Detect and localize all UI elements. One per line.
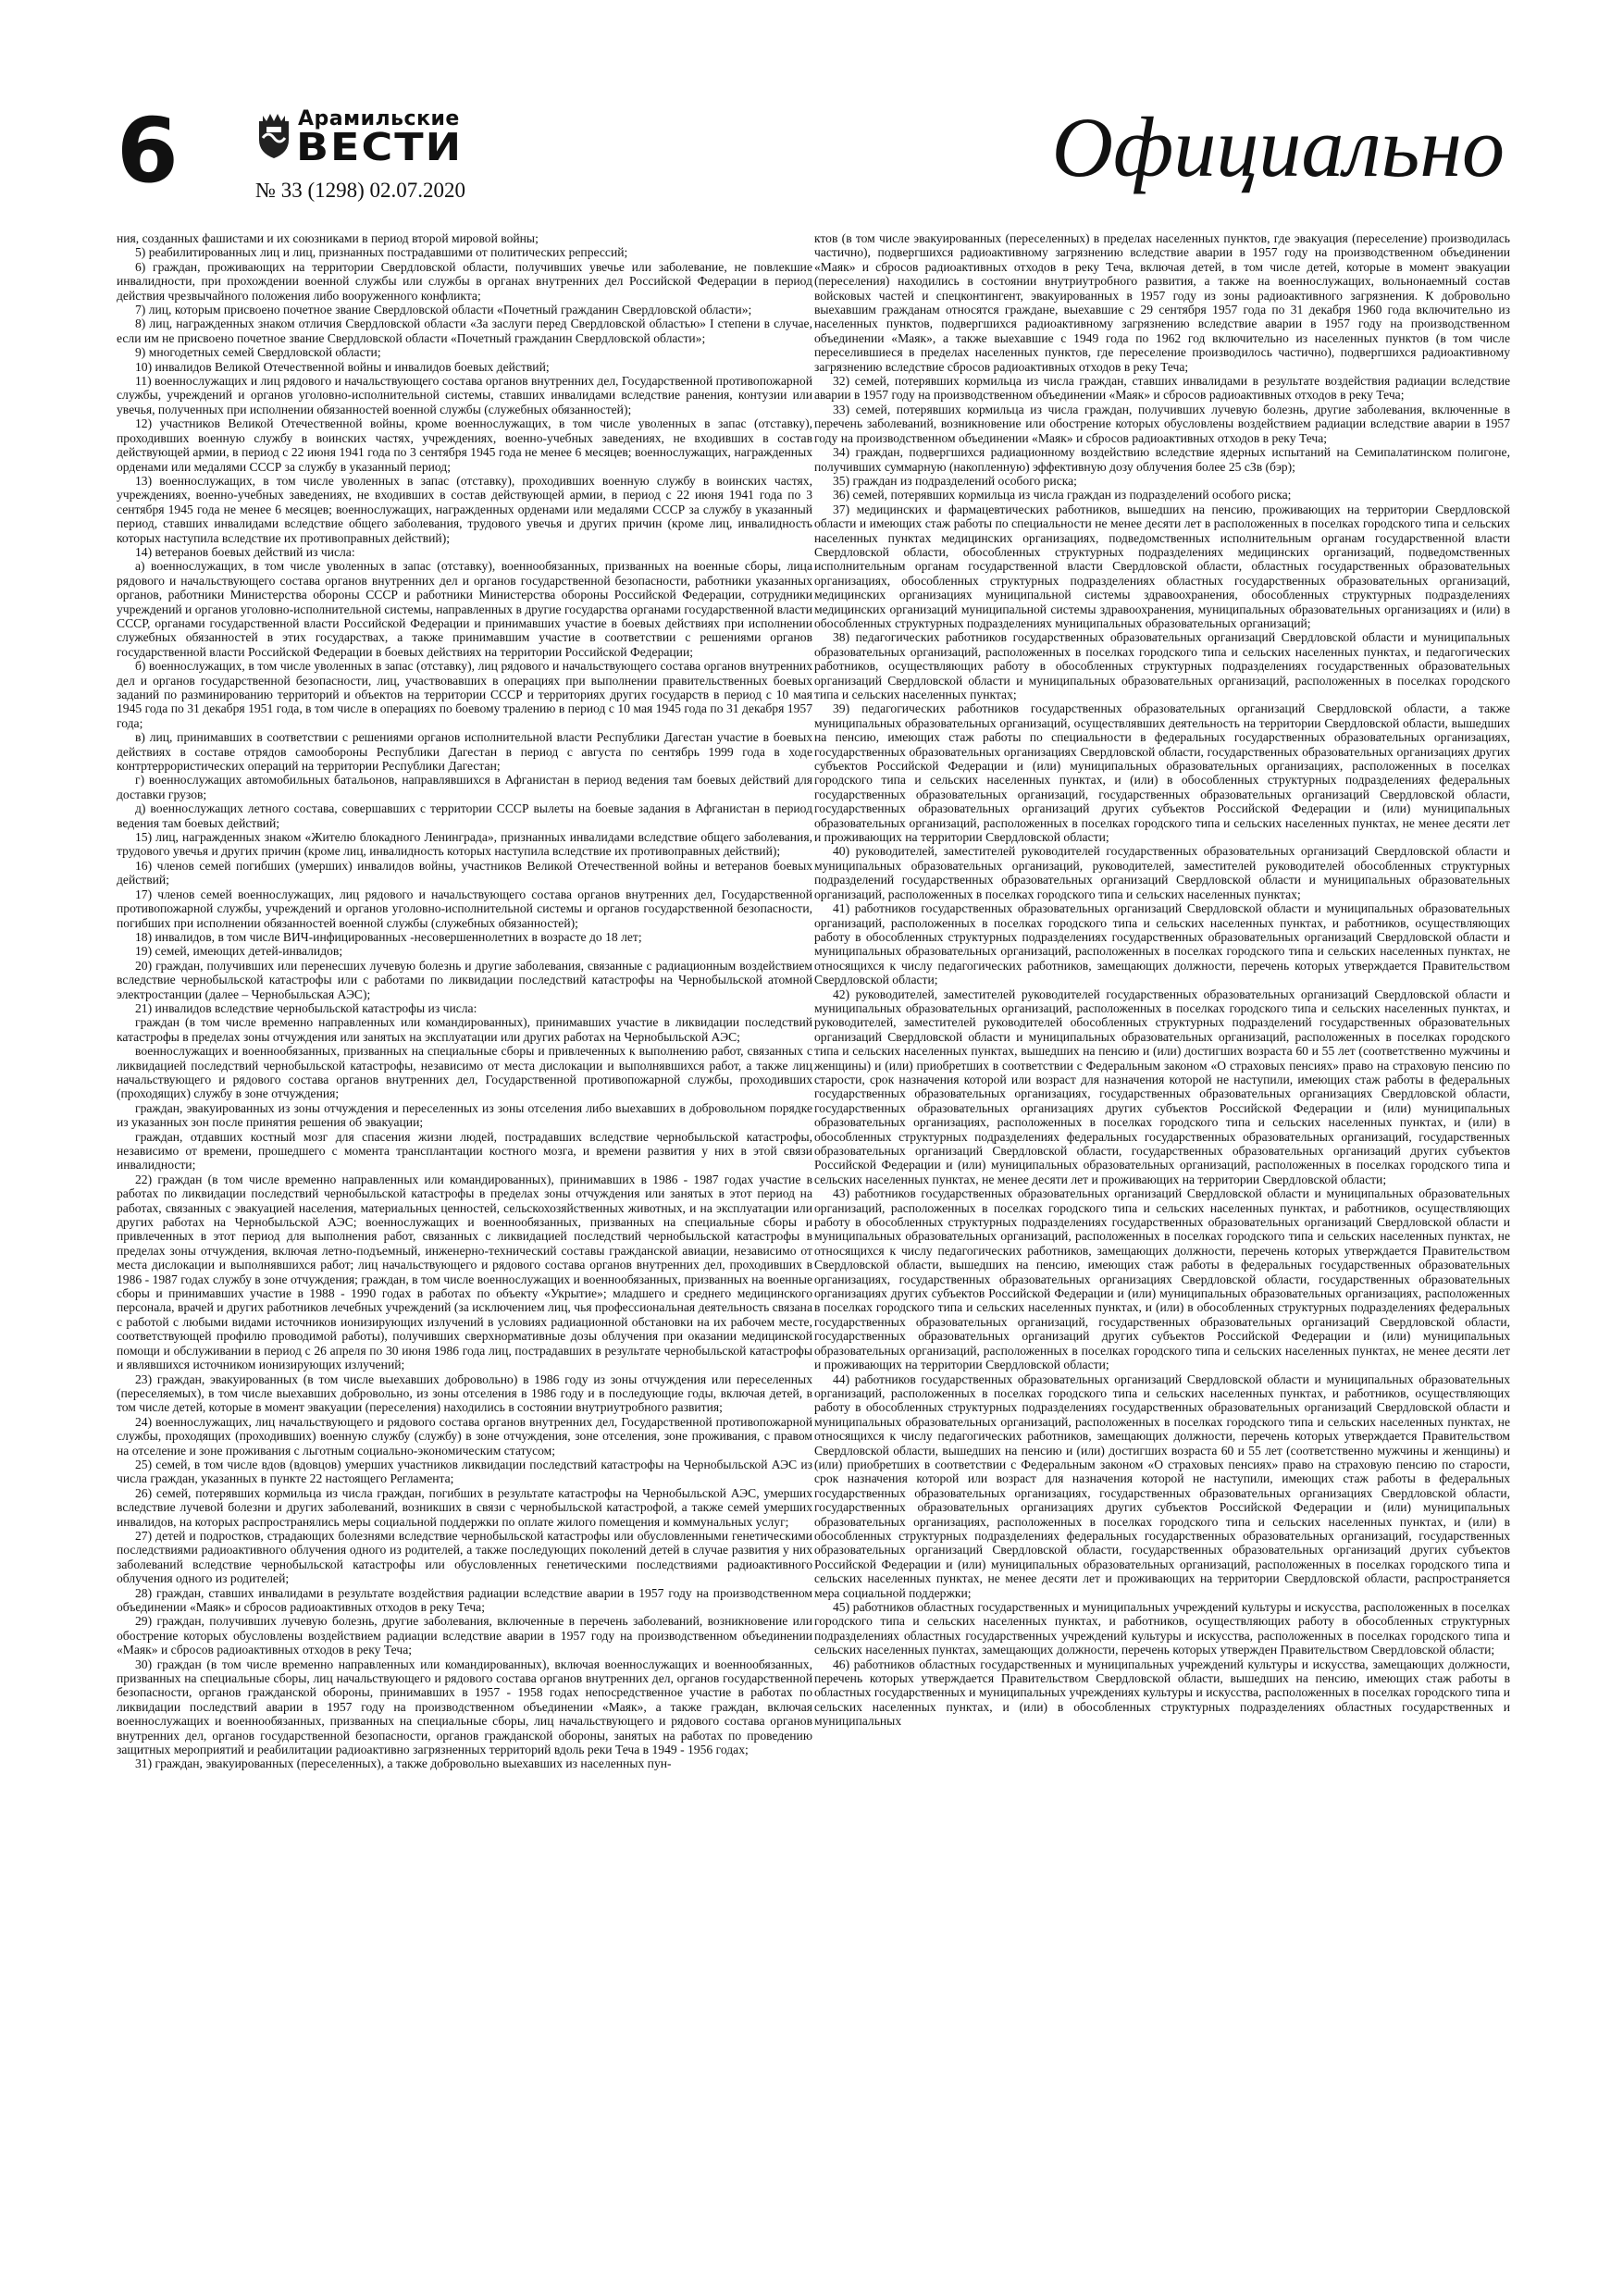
logo-title-top: Арамильские [298,107,460,130]
paragraph: 33) семей, потерявших кормильца из числа граждан, получивших лучевую болезнь, другие заболевания, включенные в перечень заболеваний, возникновение или обострение которых обусловлены воздействием радиации вследствие аварии в 1957 году на производственном объединении «Маяк» и сбросов радиоактивных отходов в реку Теча; [814,402,1510,445]
paragraph: 9) многодетных семей Свердловской области; [135,345,381,360]
paragraph: граждан (в том числе временно направленных или командированных), принимавших участие в ликвидации последствий катастрофы в пределах зоны отчуждения или занятых на эксплуатации или других работах на Чернобыльской АЭС; [117,1015,812,1044]
paragraph: 26) семей, потерявших кормильца из числа граждан, погибших в результате катастрофы на Чернобыльской АЭС, умерших вследствие лучевой болезни и других заболеваний, возникших в связи с чернобыльской катастрофой, а также семей умерших инвалидов, на которых распространялись меры социальной поддержки по оплате жилого помещения и коммунальных услуг; [117,1485,812,1529]
paragraph: д) военнослужащих летного состава, совершавших с территории СССР вылеты на боевые задания в Афганистан в период ведения там боевых действий; [117,801,812,830]
paragraph: 15) лиц, награжденных знаком «Жителю блокадного Ленинграда», признанных инвалидами вследствие общего заболевания, трудового увечья и других причин (кроме лиц, инвалидность которых наступила вследствие их противоправных действий); [117,830,812,859]
paragraph: 28) граждан, ставших инвалидами в результате воздействия радиации вследствие аварии в 1957 году на производственном объединении «Маяк» и сбросов радиоактивных отходов в реку Теча; [117,1585,812,1614]
paragraph: 32) семей, потерявших кормильца из числа граждан, ставших инвалидами в результате воздействия радиации вследствие аварии в 1957 году на производственном объединении «Маяк» и сбросов радиоактивных отходов в реку Теча; [814,374,1510,403]
section-title: Официально [1051,100,1505,194]
crest-icon [255,112,292,160]
paragraph: 31) граждан, эвакуированных (переселенных), а также добровольно выехавших из населенных пун- [135,1756,672,1771]
page-number: 6 [117,99,179,203]
paragraph: 29) граждан, получивших лучевую болезнь, другие заболевания, включенные в перечень заболеваний, возникновение или обострение которых обусловлены воздействием радиации вследствие аварии в 1957 году на производственном объединении «Маяк» и сбросов радиоактивных отходов в реку Теча; [117,1614,812,1657]
paragraph: 17) членов семей военнослужащих, лиц рядового и начальствующего состава органов внутренних дел, Государственной противопожарной службы, учреждений и органов уголовно-исполнительной системы и органов государственной безопасности, погибших при исполнении обязанностей военной службы (служебных обязанностей); [117,887,812,930]
paragraph: 36) семей, потерявших кормильца из числа граждан из подразделений особого риска; [833,488,1292,503]
paragraph: 30) граждан (в том числе временно направленных или командированных), включая военнослужащих и военнообязанных, призванных на специальные сборы, лиц начальствующего и рядового состава органов внутренних дел, органов государственной безопасности, органов гражданской обороны, принимавших в 1957 - 1958 годах непосредственное участие в работах по ликвидации последствий аварии в 1957 году на производственном объединении «Маяк», а также граждан, включая военнослужащих и военнообязанных, призванных на специальные сборы, лиц начальствующего и рядового состава органов внутренних дел, органов государственной безопасности, органов гражданской обороны, занятых на работах по проведению защитных мероприятий и реабилитации радиоактивно загрязненных территорий вдоль реки Теча в 1949 - 1956 годах; [117,1657,812,1757]
paragraph: 10) инвалидов Великой Отечественной войны и инвалидов боевых действий; [135,359,550,374]
paragraph: 37) медицинских и фармацевтических работников, вышедших на пенсию, проживающих на территории Свердловской области и имеющих стаж работы по специальности не менее десяти лет в расположенных в поселках городского типа и сельских населенных пунктах медицинских организациях, подведомственных исполнительным органам государственной власти Свердловской области, обособленных структурных подразделениях медицинских организаций, подведомственных исполнительным органам государственной власти Свердловской области, областных государственных образовательных организациях, обособленных структурных подразделениях областных государственных образовательных организаций, медицинских организациях муниципальной системы здравоохранения, обособленных структурных подразделениях медицинских организаций муниципальной системы здравоохранения, муниципальных образовательных организациях и (или) в обособленных структурных подразделениях муниципальных образовательных организаций; [814,502,1510,630]
logo-title-main: ВЕСТИ [296,124,464,169]
paragraph: 6) граждан, проживающих на территории Свердловской области, получивших увечье или заболевание, не повлекшие инвалидности, при прохождении военной службы или службы в органах внутренних дел Российской Федерации в период действия чрезвычайного положения либо вооруженного конфликта; [117,259,812,303]
paragraph: 25) семей, в том числе вдов (вдовцов) умерших участников ликвидации последствий катастрофы на Чернобыльской АЭС из числа граждан, указанных в пункте 22 настоящего Регламента; [117,1457,812,1486]
paragraph: 40) руководителей, заместителей руководителей государственных образовательных организаций Свердловской области и муниципальных образовательных организаций, руководителей, заместителей руководителей обособленных структурных подразделений государственных образовательных организаций Свердловской области и муниципальных образовательных организаций, расположенных в поселках городского типа и сельских населенных пунктах; [814,844,1510,901]
paragraph: 45) работников областных государственных и муниципальных учреждений культуры и искусства, расположенных в поселках городского типа и сельских населенных пунктах, и работников, осуществляющих работу в обособленных структурных подразделениях областных государственных учреждений культуры и искусства, расположенных в поселках городского типа и сельских населенных пунктах, замещающих должности, перечень которых утвержден Правительством Свердловской области; [814,1600,1510,1657]
paragraph: 21) инвалидов вследствие чернобыльской катастрофы из числа: [135,1000,477,1015]
paragraph: 16) членов семей погибших (умерших) инвалидов войны, участников Великой Отечественной войны и ветеранов боевых действий; [117,858,812,887]
paragraph: 5) реабилитированных лиц и лиц, признанных пострадавшими от политических репрессий; [135,245,628,260]
paragraph: 11) военнослужащих и лиц рядового и начальствующего состава органов внутренних дел, Государственной противопожарной службы, учреждений и органов уголовно-исполнительной системы, ставших инвалидами вследствие ранения, контузии или увечья, полученных при исполнении обязанностей военной службы (служебных обязанностей); [117,374,812,416]
left-column [117,231,812,1771]
paragraph: б) военнослужащих, в том числе уволенных в запас (отставку), лиц рядового и начальствующего состава органов внутренних дел и органов государственной безопасности, лиц, участвовавших в операциях при выполнении правительственных боевых заданий по разминированию территорий и объектов на территории СССР и территориях других государств в период с 10 мая 1945 года по 31 декабря 1951 года, в том числе в операциях по боевому тралению в период с 10 мая 1945 года по 31 декабря 1957 года; [117,659,812,730]
paragraph: 43) работников государственных образовательных организаций Свердловской области и муниципальных образовательных организаций, расположенных в поселках городского типа и сельских населенных пунктах, и работников, осуществляющих работу в обособленных структурных подразделениях государственных образовательных организаций Свердловской области и муниципальных образовательных организаций, расположенных в поселках городского типа и сельских населенных пунктах, не относящихся к числу педагогических работников, замещающих должности, перечень которых утверждается Правительством Свердловской области, вышедших на пенсию, имеющих стаж работы в федеральных государственных образовательных организациях, государственных образовательных организациях Свердловской области, государственных образовательных организациях других субъектов Российской Федерации и (или) муниципальных образовательных организациях, расположенных в поселках городского типа и сельских населенных пунктах, и (или) в обособленных структурных подразделениях федеральных государственных образовательных организаций, государственных образовательных организаций Свердловской области, государственных образовательных организаций других субъектов Российской Федерации и (или) муниципальных образовательных организаций, расположенных в поселках городского типа и сельских населенных пунктах, не менее десяти лет и проживающих на территории Свердловской области; [814,1186,1510,1372]
paragraph: 12) участников Великой Отечественной войны, кроме военнослужащих, в том числе уволенных в запас (отставку), проходивших военную службу в воинских частях, учреждениях, военно-учебных заведениях, не входивших в состав действующей армии, в период с 22 июня 1941 года по 3 сентября 1945 года не менее 6 месяцев; военнослужащих, награжденных орденами или медалями СССР за службу в указанный период; [117,416,812,474]
paragraph: 22) граждан (в том числе временно направленных или командированных), принимавших в 1986 - 1987 годах участие в работах по ликвидации последствий чернобыльской катастрофы в пределах зоны отчуждения или занятых в этот период на работах, связанных с эвакуацией населения, материальных ценностей, сельскохозяйственных животных, и на эксплуатации или других работах на Чернобыльской АЭС; военнослужащих и военнообязанных, призванных на специальные сборы и привлеченных в этот период для выполнения работ, связанных с ликвидацией последствий чернобыльской катастрофы в пределах зоны отчуждения, включая летно-подъемный, инженерно-технический составы гражданской авиации, независимо от места дислокации и выполнявшихся работ; лиц начальствующего и рядового состава органов внутренних дел, проходивших в 1986 - 1987 годах службу в зоне отчуждения; граждан, в том числе военнослужащих и военнообязанных, призванных на военные сборы и принимавших участие в 1988 - 1990 годах в работах по объекту «Укрытие»; младшего и среднего медицинского персонала, врачей и других работников лечебных учреждений (за исключением лиц, чья профессиональная деятельность связана с работой с любыми видами источников ионизирующих излучений в условиях радиационной обстановки на их рабочем месте, соответствующей профилю проводимой работы), получивших сверхнормативные дозы облучения при оказании медицинской помощи и обслуживании в период с 26 апреля по 30 июня 1986 года лиц, пострадавших в результате чернобыльской катастрофы и являвшихся источником ионизирующих излучений; [117,1172,812,1372]
paragraph: 24) военнослужащих, лиц начальствующего и рядового состава органов внутренних дел, Государственной противопожарной службы, проходящих (проходивших) военную службу (службу) в зоне отчуждения, зоне отселения, зоне проживания, с правом на отселение и зоне проживания с льготным социально-экономическим статусом; [117,1414,812,1458]
newspaper-logo [255,106,477,190]
paragraph: 38) педагогических работников государственных образовательных организаций Свердловской области и муниципальных образовательных организаций, расположенных в поселках городского типа и сельских населенных пунктах, и педагогических работников, осуществляющих работу в обособленных структурных подразделениях государственных образовательных организаций Свердловской области и муниципальных образовательных организаций, расположенных в поселках городского типа и сельских населенных пунктах; [814,630,1510,701]
page-header [117,97,1505,208]
paragraph: 27) детей и подростков, страдающих болезнями вследствие чернобыльской катастрофы или обусловленными генетическими последствиями радиоактивного облучения одного из родителей, а также последующих поколений детей в случае развития у них заболеваний вследствие чернобыльской катастрофы или обусловленных генетическими последствиями радиоактивного облучения одного из родителей; [117,1528,812,1586]
paragraph: 19) семей, имеющих детей-инвалидов; [135,944,343,959]
paragraph: 35) граждан из подразделений особого риска; [833,473,1077,488]
paragraph: в) лиц, принимавших в соответствии с решениями органов исполнительной власти Республики Дагестан участие в боевых действиях в составе отрядов самообороны Республики Дагестан в период с августа по сентябрь 1999 года в ходе контртеррористических операций на территории Республики Дагестан; [117,730,812,774]
paragraph: ктов (в том числе эвакуированных (переселенных) в пределах населенных пунктов, где эвакуация (переселение) производилась частично), подвергшихся радиоактивному загрязнению вследствие аварии в 1957 году на производственном объединении «Маяк» и сбросов радиоактивных отходов в реку Теча, включая детей, в том числе детей, которые в момент эвакуации (переселения) находились в состоянии внутриутробного развития, а также на военнослужащих, вольнонаемный состав войсковых частей и спецконтингент, эвакуированных в 1957 году из зоны радиоактивного загрязнения. К добровольно выехавшим гражданам относятся граждане, выехавшие с 29 сентября 1957 года по 31 декабря 1960 года включительно из населенных пунктов, подвергшихся радиоактивному загрязнению вследствие аварии в 1957 году на производственном объединении «Маяк», а также выехавшие с 1949 года по 1962 год включительно из населенных пунктов (в том числе переселившиеся в пределах населенных пунктов, где переселение производилось частично), подвергшихся радиоактивному загрязнению вследствие сбросов радиоактивных отходов в реку Теча; [814,231,1510,374]
paragraph: 13) военнослужащих, в том числе уволенных в запас (отставку), проходивших военную службу в воинских частях, учреждениях, военно-учебных заведениях, не входивших в состав действующей армии, в период с 22 июня 1941 года по 3 сентября 1945 года не менее 6 месяцев; военнослужащих, награжденных орденами или медалями СССР за службу в указанный период, ставших инвалидами вследствие общего заболевания, трудового увечья и других причин (кроме лиц, инвалидность которых наступила вследствие их противоправных действий); [117,473,812,545]
paragraph: 34) граждан, подвергшихся радиационному воздействию вследствие ядерных испытаний на Семипалатинском полигоне, получивших суммарную (накопленную) эффективную дозу облучения более 25 сЗв (бэр); [814,445,1510,474]
paragraph: 44) работников государственных образовательных организаций Свердловской области и муниципальных образовательных организаций, расположенных в поселках городского типа и сельских населенных пунктах, и работников, осуществляющих работу в обособленных структурных подразделениях государственных образовательных организаций Свердловской области и муниципальных образовательных организаций, расположенных в поселках городского типа и сельских населенных пунктах, не относящихся к числу педагогических работников, замещающих должности, перечень которых утверждается Правительством Свердловской области, вышедших на пенсию и (или) достигших возраста 60 и 55 лет (соответственно мужчины и женщины) и (или) приобретших в соответствии с Федеральным законом «О страховых пенсиях» право на страховую пенсию по старости, срок назначения которой или возраст для назначения которой не наступили, имеющих стаж работы в федеральных государственных образовательных организациях, государственных образовательных организациях Свердловской области, государственных образовательных организациях других субъектов Российской Федерации и (или) муниципальных образовательных организациях, расположенных в поселках городского типа и сельских населенных пунктах, и (или) в обособленных структурных подразделениях федеральных государственных образовательных организаций, государственных образовательных организаций Свердловской области, государственных образовательных организаций других субъектов Российской Федерации и (или) муниципальных образовательных организаций, расположенных в поселках городского типа и сельских населенных пунктах, не менее десяти лет и проживающих на территории Свердловской области, распространяется мера социальной поддержки; [814,1371,1510,1600]
paragraph: а) военнослужащих, в том числе уволенных в запас (отставку), военнообязанных, призванных на военные сборы, лица рядового и начальствующего состава органов внутренних дел и органов государственной безопасности, работники указанных органов, работники Министерства обороны СССР и работники Министерства обороны Российской Федерации, сотрудники учреждений и органов уголовно-исполнительной системы, направленных в другие государства органами государственной власти СССР, органами государственной власти Российской Федерации и принимавших участие в боевых действиях при исполнении служебных обязанностей в этих государствах, а также принимавшим участие в соответствии с решениями органов государственной власти Российской Федерации в боевых действиях на территории Российской Федерации; [117,559,812,659]
paragraph: 7) лиц, которым присвоено почетное звание Свердловской области «Почетный гражданин Свердловской области»; [135,303,752,317]
paragraph: 14) ветеранов боевых действий из числа: [135,544,355,559]
right-column [814,231,1510,1729]
paragraph: 8) лиц, награжденных знаком отличия Свердловской области «За заслуги перед Свердловской областью» I степени в случае, если им не присвоено почетное звание Свердловской области «Почетный гражданин Свердловской области»; [117,316,812,345]
paragraph: 39) педагогических работников государственных образовательных организаций Свердловской области, а также муниципальных образовательных организаций, осуществлявших деятельность на территории Свердловской области, вышедших на пенсию, имеющих стаж работы по специальности в федеральных государственных образовательных организациях, государственных образовательных организациях Свердловской области, государственных образовательных организациях других субъектов Российской Федерации и (или) муниципальных образовательных организациях, расположенных в поселках городского типа и сельских населенных пунктах, и (или) в обособленных структурных подразделениях федеральных государственных образовательных организаций, государственных образовательных организаций Свердловской области, государственных образовательных организаций других субъектов Российской Федерации и (или) муниципальных образовательных организаций, расположенных в поселках городского типа и сельских населенных пунктах, не менее десяти лет и проживающих на территории Свердловской области; [814,701,1510,845]
paragraph: военнослужащих и военнообязанных, призванных на специальные сборы и привлеченных к выполнению работ, связанных с ликвидацией последствий чернобыльской катастрофы, независимо от места дислокации и выполнявшихся работ, а также лиц начальствующего и рядового состава органов внутренних дел, Государственной противопожарной службы, проходивших (проходящих) службу в зоне отчуждения; [117,1044,812,1101]
paragraph: 42) руководителей, заместителей руководителей государственных образовательных организаций Свердловской области и муниципальных образовательных организаций, расположенных в поселках городского типа и сельских населенных пунктах, и руководителей, заместителей руководителей обособленных структурных подразделений государственных образовательных организаций Свердловской области и муниципальных образовательных организаций, расположенных в поселках городского типа и сельских населенных пунктах, вышедших на пенсию и (или) достигших возраста 60 и 55 лет (соответственно мужчины и женщины) и (или) приобретших в соответствии с Федеральным законом «О страховых пенсиях» право на страховую пенсию по старости, срок назначения которой или возраст для назначения которой не наступили, имеющих стаж работы в федеральных государственных образовательных организациях, государственных образовательных организациях Свердловской области, государственных образовательных организациях других субъектов Российской Федерации и (или) муниципальных образовательных организациях, расположенных в поселках городского типа и сельских населенных пунктах, и (или) в обособленных структурных подразделениях федеральных государственных образовательных организаций, государственных образовательных организаций Свердловской области, государственных образовательных организаций других субъектов Российской Федерации и (или) муниципальных образовательных организаций, расположенных в поселках городского типа и сельских населенных пунктах, не менее десяти лет и проживающих на территории Свердловской области; [814,987,1510,1186]
paragraph: 41) работников государственных образовательных организаций Свердловской области и муниципальных образовательных организаций, расположенных в поселках городского типа и сельских населенных пунктах, и работников, осуществляющих работу в обособленных структурных подразделениях государственных образовательных организаций Свердловской области и муниципальных образовательных организаций, расположенных в поселках городского типа и сельских населенных пунктах, не относящихся к числу педагогических работников, замещающих должности, перечень которых утверждается Правительством Свердловской области; [814,901,1510,987]
issue-info: № 33 (1298) 02.07.2020 [255,179,466,202]
paragraph: граждан, отдавших костный мозг для спасения жизни людей, пострадавших вследствие чернобыльской катастрофы, независимо от времени, прошедшего с момента трансплантации костного мозга, и времени развития у них в этой связи инвалидности; [117,1129,812,1173]
paragraph: граждан, эвакуированных из зоны отчуждения и переселенных из зоны отселения либо выехавших в добровольном порядке из указанных зон после принятия решения об эвакуации; [117,1100,812,1130]
paragraph: 23) граждан, эвакуированных (в том числе выехавших добровольно) в 1986 году из зоны отчуждения или переселенных (переселяемых), в том числе выехавших добровольно, из зоны отселения в 1986 году и в последующие годы, включая детей, в том числе детей, которые в момент эвакуации (переселения) находились в состоянии внутриутробного развития; [117,1371,812,1415]
paragraph: ния, созданных фашистами и их союзниками в период второй мировой войны; [117,231,539,245]
paragraph: 18) инвалидов, в том числе ВИЧ-инфицированных -несовершеннолетних в возрасте до 18 лет; [135,929,642,944]
paragraph: 46) работников областных государственных и муниципальных учреждений культуры и искусства, замещающих должности, перечень которых утверждается Правительством Свердловской области, вышедших на пенсию, имеющих стаж работы в областных государственных и муниципальных учреждениях культуры и искусства, расположенных в поселках городского типа и сельских населенных пунктах, и (или) в обособленных структурных подразделениях областных государственных и муниципальных [814,1657,1510,1729]
paragraph: г) военнослужащих автомобильных батальонов, направлявшихся в Афганистан в период ведения там боевых действий для доставки грузов; [117,773,812,801]
paragraph: 20) граждан, получивших или перенесших лучевую болезнь и другие заболевания, связанные с радиационным воздействием вследствие чернобыльской катастрофы или с работами по ликвидации последствий катастрофы на Чернобыльской атомной электростанции (далее – Чернобыльская АЭС); [117,958,812,1001]
